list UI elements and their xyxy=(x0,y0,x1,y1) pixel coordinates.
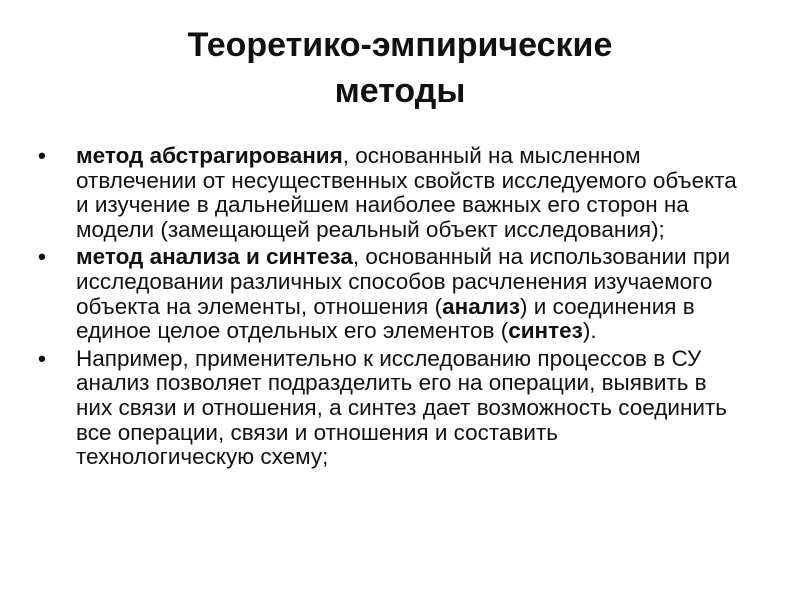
text-example: Например, применительно к исследованию процессов в СУ анализ позволяет подразделить его на операции, выявить в них связи и отношения, а синтез дает возможность соединить все операции, связи и отношения и составить технологическую схему; xyxy=(76,345,727,470)
term-analysis-synthesis: метод анализа и синтеза xyxy=(76,244,353,270)
bullet-item-abstraction xyxy=(38,144,738,242)
bullet-list xyxy=(38,144,738,473)
text-analysis-c: ). xyxy=(582,318,597,344)
text-analysis-a: , основанный на использовании при исследовании различных способов расчленения изучаемого объекта на элементы, отношения ( xyxy=(76,244,731,319)
term-abstraction: метод абстрагирования xyxy=(76,143,343,168)
slide-title xyxy=(40,22,760,114)
text-abstraction: , основанный на мысленном отвлечении от несущественных свойств исследуемого объекта и изучение в дальнейшем наиболее важных его сторон на модели (замещающей реальный объект исследования); xyxy=(76,143,737,242)
term-synthesis: синтез xyxy=(508,318,583,344)
bullet-dot-icon: • xyxy=(38,345,46,371)
bullet-item-example xyxy=(38,347,738,470)
title-line-2: методы xyxy=(334,72,466,110)
text-analysis-b: ) и соединения в единое целое отдельных его элементов ( xyxy=(76,293,695,344)
term-analysis: анализ xyxy=(442,293,521,319)
title-line-1: Теоретико-эмпирические xyxy=(187,26,613,64)
bullet-dot-icon: • xyxy=(38,244,46,270)
bullet-dot-icon: • xyxy=(38,143,46,168)
bullet-item-analysis-synthesis xyxy=(38,245,738,343)
